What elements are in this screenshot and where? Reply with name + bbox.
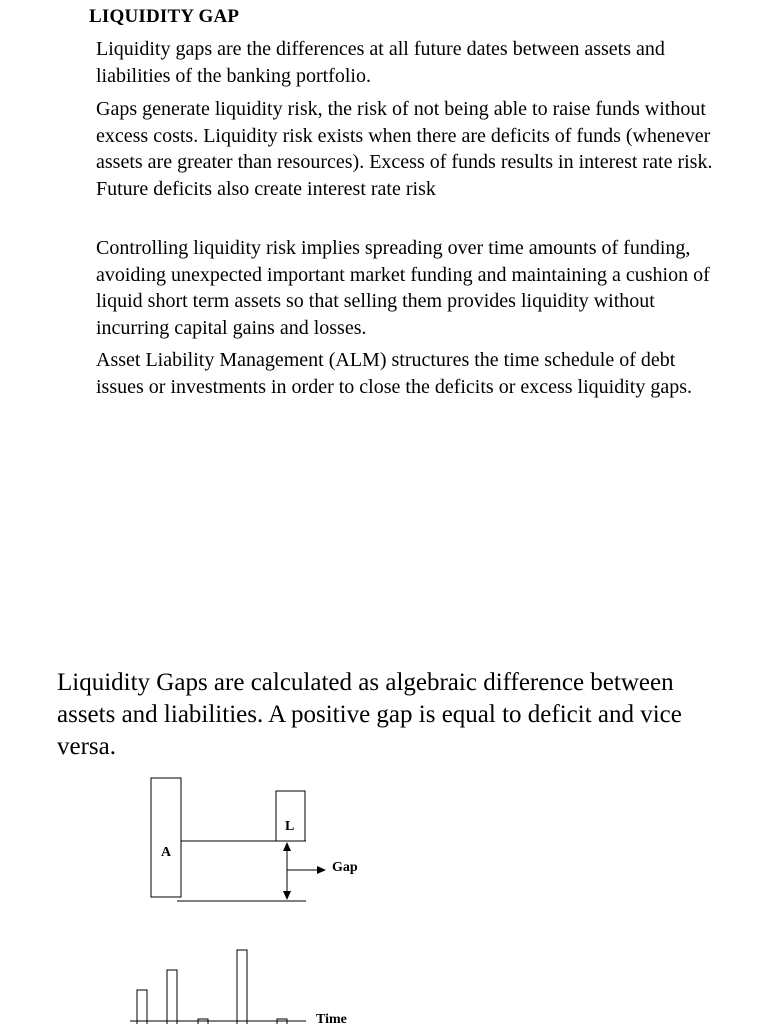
time-bar-4 xyxy=(237,950,247,1024)
section-heading: LIQUIDITY GAP xyxy=(89,6,240,27)
paragraph-definition: Liquidity gaps are the differences at all future dates between assets and liabilities of the banking portfolio. xyxy=(96,38,665,87)
time-bar-1 xyxy=(137,990,147,1024)
paragraph-liquidity-risk: Gaps generate liquidity risk, the risk of not being able to raise funds without excess costs. Liquidity risk exists when there are deficits of funds (whenever assets are greater than resources). Excess of funds results in interest rate risk. Future deficits also create interest rate risk xyxy=(96,98,713,200)
paragraph-alm: Asset Liability Management (ALM) structures the time schedule of debt issues or investments in order to close the deficits or excess liquidity gaps. xyxy=(96,349,692,398)
assets-bar xyxy=(151,778,181,897)
gap-pointer-arrow-icon xyxy=(317,866,326,874)
assets-label: A xyxy=(161,845,172,860)
liquidity-gap-diagram xyxy=(0,760,768,1024)
gap-arrow-up-icon xyxy=(283,842,291,851)
gap-label: Gap xyxy=(332,860,358,875)
paragraph-controlling-risk: Controlling liquidity risk implies spreading over time amounts of funding, avoiding unexpected important market funding and maintaining a cushion of liquid short term assets so that selling them provides liquidity without incurring capital gains and losses. xyxy=(96,237,710,339)
lead-paragraph-gap-calculation: Liquidity Gaps are calculated as algebraic difference between assets and liabilities. A positive gap is equal to deficit and vice versa. xyxy=(57,669,682,760)
liabilities-label: L xyxy=(285,819,295,834)
time-axis-label: Time xyxy=(316,1012,347,1024)
gap-arrow-down-icon xyxy=(283,891,291,900)
time-bar-2 xyxy=(167,970,177,1024)
